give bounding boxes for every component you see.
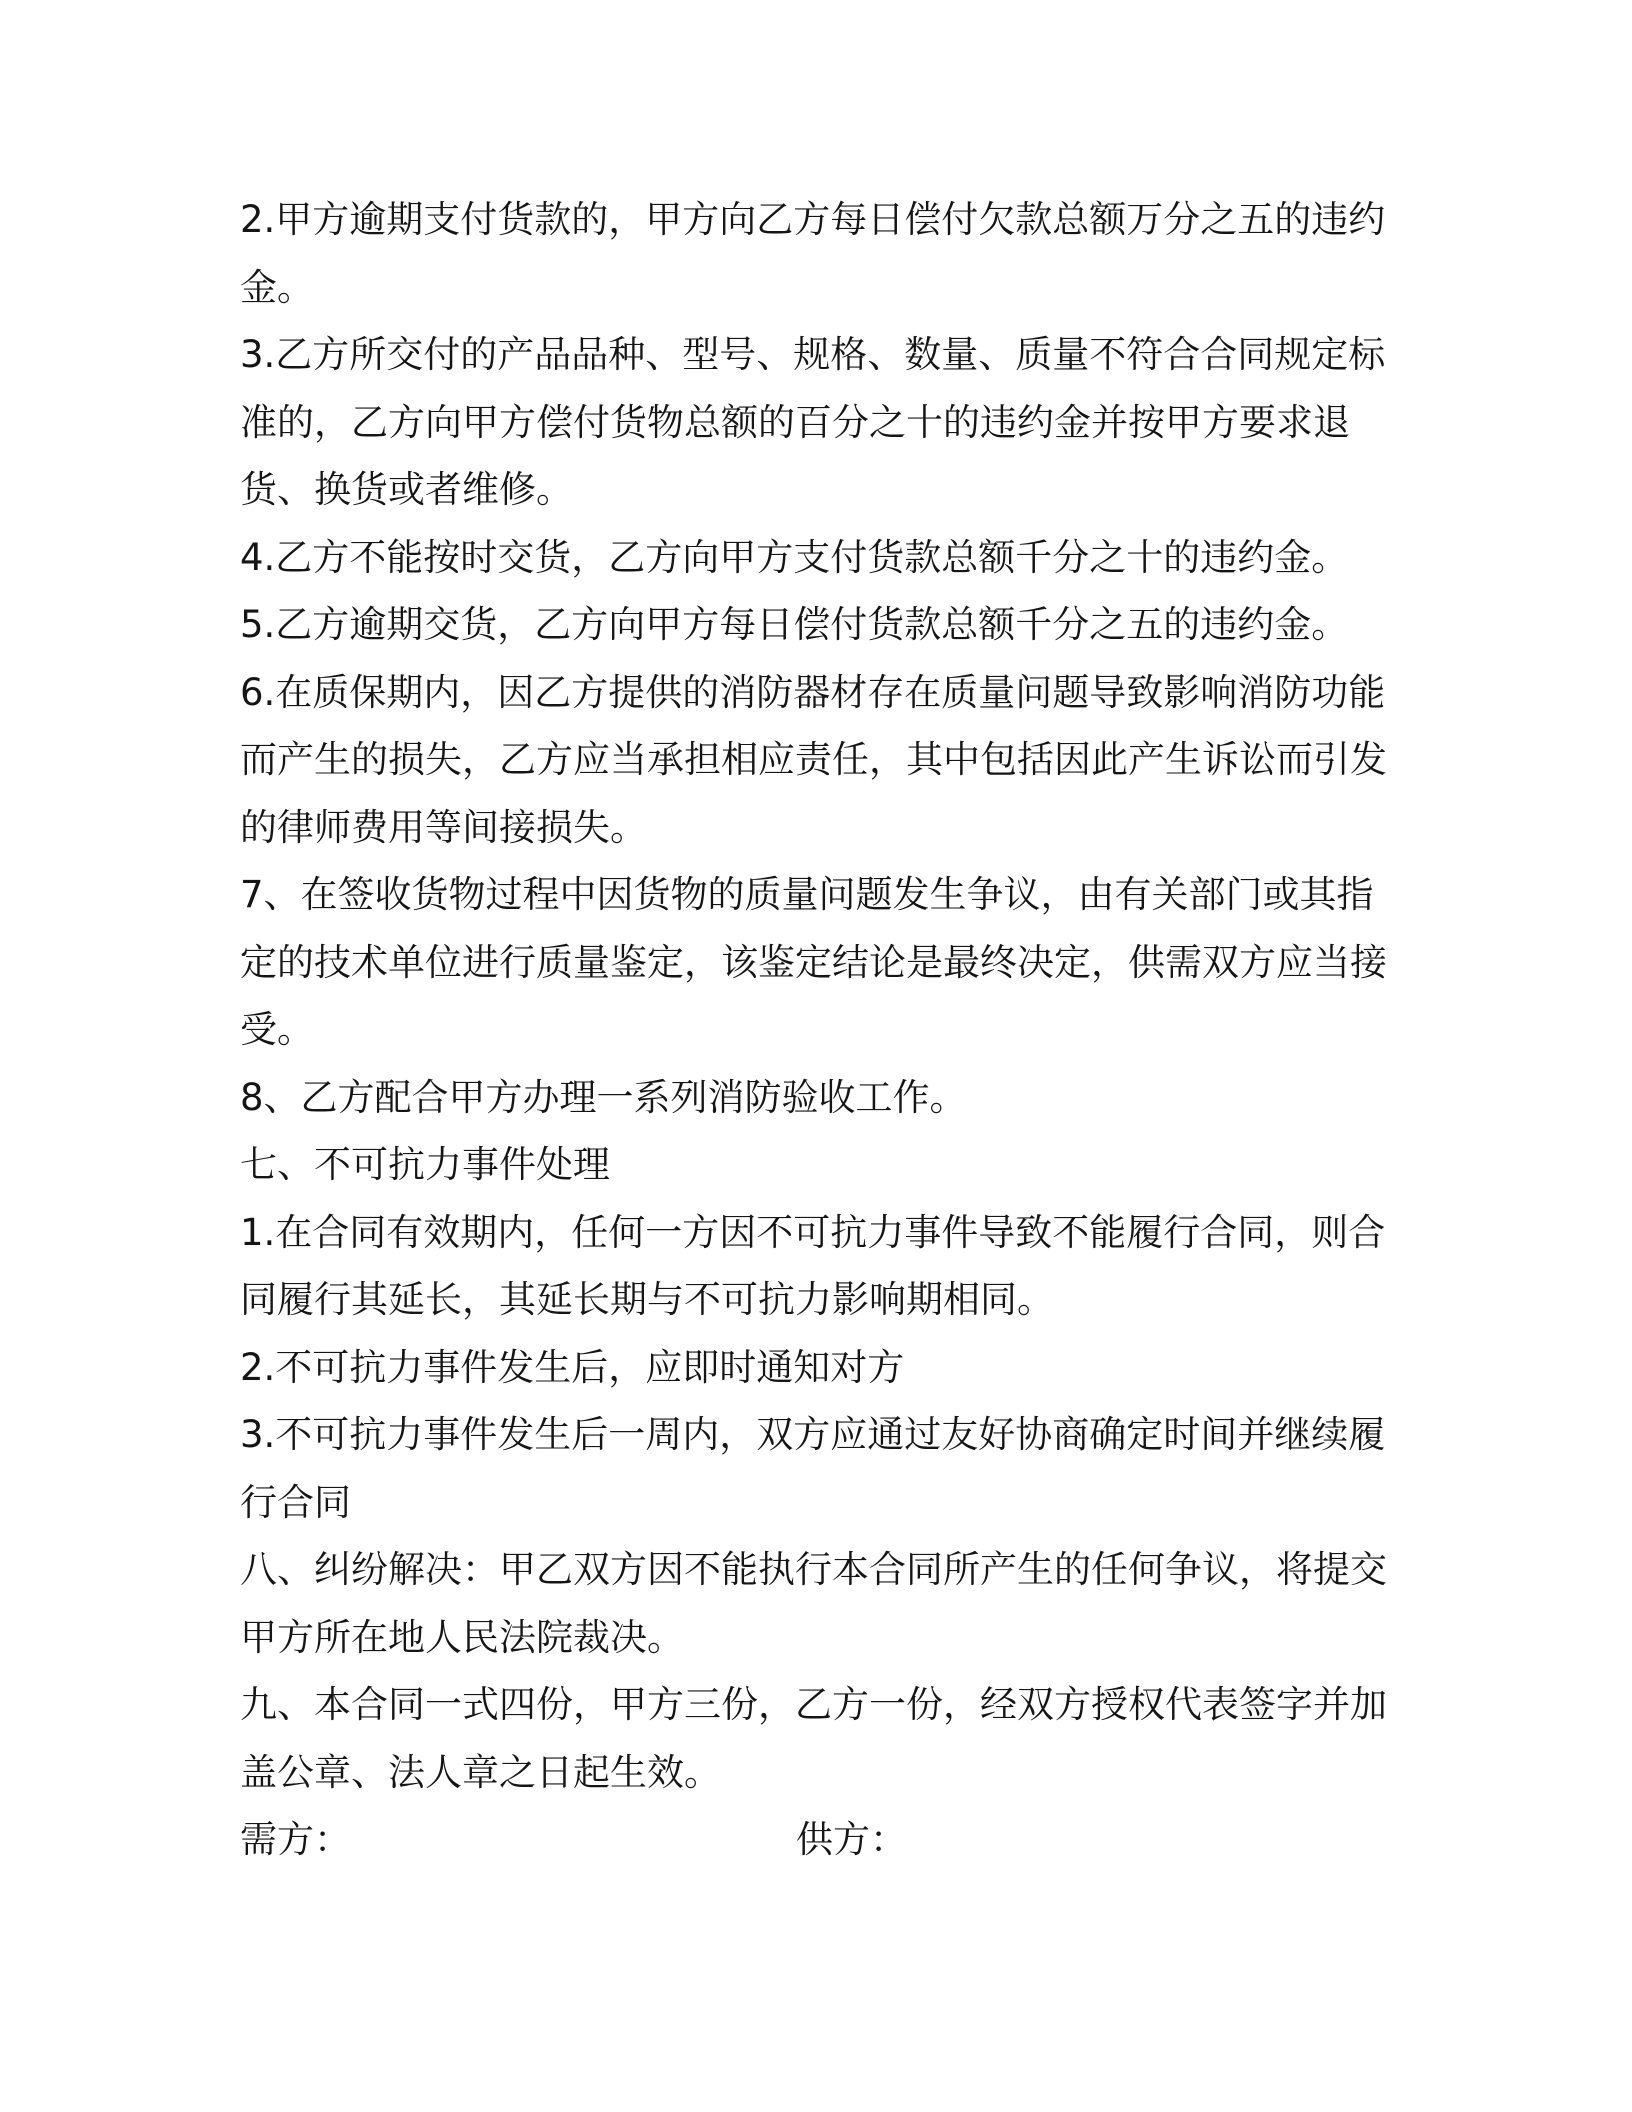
section-dispute-resolution: 八、纠纷解决：甲乙双方因不能执行本合同所产生的任何争议，将提交甲方所在地人民法院裁决。: [240, 1548, 1387, 1659]
buyer-label: 需方：: [240, 1818, 351, 1861]
clause-late-delivery: 5.乙方逾期交货，乙方向甲方每日偿付货款总额千分之五的违约金。: [240, 603, 1349, 646]
clause-warranty-liability: 6.在质保期内，因乙方提供的消防器材存在质量问题导致影响消防功能而产生的损失，乙方应当承担相应责任，其中包括因此产生诉讼而引发的律师费用等间接损失。: [240, 670, 1387, 849]
clause-force-majeure-extension: 1.在合同有效期内，任何一方因不可抗力事件导致不能履行合同，则合同履行其延长，其延长期与不可抗力影响期相同。: [240, 1210, 1386, 1321]
clause-fire-acceptance: 8、乙方配合甲方办理一系列消防验收工作。: [240, 1075, 967, 1119]
clause-nonconforming-goods: 3.乙方所交付的产品品种、型号、规格、数量、质量不符合合同规定标准的，乙方向甲方偿付货物总额的百分之十的违约金并按甲方要求退货、换货或者维修。: [240, 333, 1386, 511]
signature-row: [240, 1806, 1400, 1874]
clause-failure-to-deliver: 4.乙方不能按时交货，乙方向甲方支付货款总额千分之十的违约金。: [240, 535, 1349, 579]
clause-quality-dispute: 7、在签收货物过程中因货物的质量问题发生争议，由有关部门或其指定的技术单位进行质量鉴定，该鉴定结论是最终决定，供需双方应当接受。: [240, 873, 1387, 1051]
section-copies-effectiveness: 九、本合同一式四份，甲方三份，乙方一份，经双方授权代表签字并加盖公章、法人章之日起生效。: [240, 1683, 1387, 1794]
supplier-label: 供方：: [796, 1818, 907, 1861]
clause-force-majeure-notice: 2.不可抗力事件发生后，应即时通知对方: [240, 1345, 905, 1389]
contract-body: [240, 186, 1400, 1874]
clause-late-payment: 2.甲方逾期支付货款的，甲方向乙方每日偿付欠款总额万分之五的违约金。: [240, 198, 1386, 309]
clause-force-majeure-negotiation: 3.不可抗力事件发生后一周内，双方应通过友好协商确定时间并继续履行合同: [240, 1413, 1386, 1524]
section-heading-force-majeure: 七、不可抗力事件处理: [240, 1143, 610, 1186]
